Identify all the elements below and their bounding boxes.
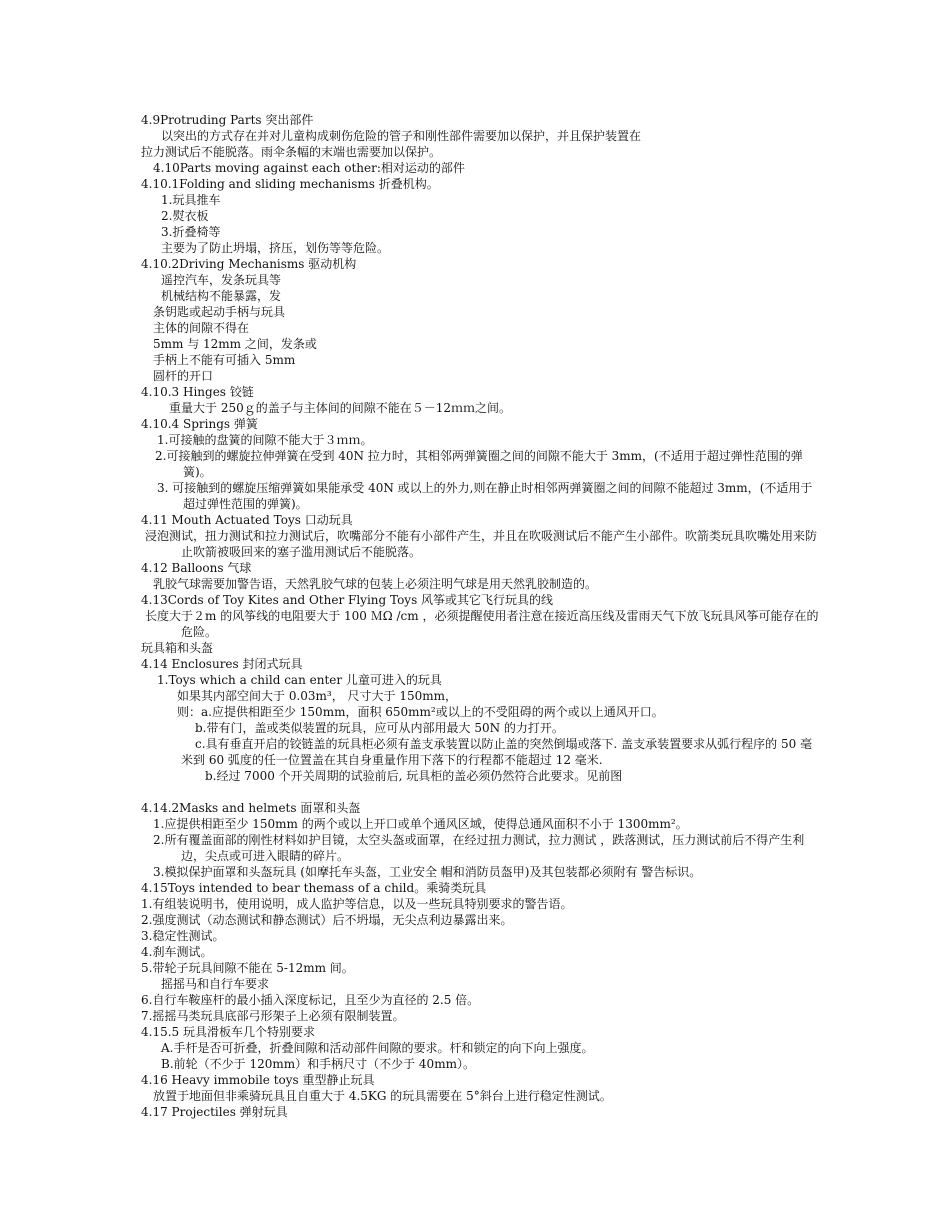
- heading-4-13: 4.13Cords of Toy Kites and Other Flying Toys 风筝或其它飞行玩具的线: [141, 593, 554, 607]
- list-item: B.前轮（不少于 120mm）和手柄尺寸（不少于 40mm）。: [161, 1057, 475, 1071]
- list-item: 则：a.应提供相距至少 150mm，面积 650mm²或以上的不受阻碍的两个或以上通风开口。: [177, 705, 664, 719]
- heading-4-10-1: 4.10.1Folding and sliding mechanisms 折叠机构。: [141, 177, 439, 191]
- heading-4-14-1: 1.Toys which a child can enter 儿童可进入的玩具: [157, 673, 442, 687]
- paragraph-line: 以突出的方式存在并对儿童构成刺伤危险的管子和刚性部件需要加以保护，并且保护装置在: [161, 129, 642, 143]
- document-page: [141, 112, 821, 1120]
- heading-4-16: 4.16 Heavy immobile toys 重型静止玩具: [141, 1073, 375, 1087]
- list-item: 1.应提供相距至少 150mm 的两个或以上开口或单个通风区域，使得总通风面积不小于 1300mm²。: [153, 817, 688, 831]
- list-item: 3. 可接触到的螺旋压缩弹簧如果能承受 40N 或以上的外力,则在静止时相邻两弹簧圈之间的间隙不能超过 3mm，(不适用于超过弹性范围的弹簧)。: [157, 481, 813, 511]
- list-item: 5.带轮子玩具间隙不能在 5-12mm 间。: [141, 961, 354, 975]
- list-item: 1.可接触的盘簧的间隙不能大于３ｍｍ。: [157, 433, 373, 447]
- list-item: 3.模拟保护面罩和头盔玩具 (如摩托车头盔，工业安全 帽和消防员盔甲)及其包装都必须附有 警告标识。: [153, 865, 702, 879]
- heading-4-9: 4.9Protruding Parts 突出部件: [141, 113, 314, 127]
- paragraph-line: 主要为了防止坍塌，挤压，划伤等等危险。: [161, 241, 390, 255]
- paragraph-line: 如果其内部空间大于 0.03m³， 尺寸大于 150mm，: [177, 689, 458, 703]
- paragraph-line: 重量大于 250ｇ的盖子与主体间的间隙不能在５－12ｍｍ之间。: [169, 401, 511, 415]
- heading-4-10-4: 4.10.4 Springs 弹簧: [141, 417, 258, 431]
- list-item: 2.强度测试（动态测试和静态测试）后不坍塌，无尖点利边暴露出来。: [141, 913, 513, 927]
- paragraph-line: 主体的间隙不得在: [153, 321, 250, 335]
- list-item: 2.可接触到的螺旋拉伸弹簧在受到 40N 拉力时，其相邻两弹簧圈之间的间隙不能大于 3mm，(不适用于超过弹性范围的弹簧)。: [155, 449, 803, 479]
- paragraph-line: 拉力测试后不能脱落。雨伞条幅的末端也需要加以保护。: [141, 145, 442, 159]
- list-item: c.具有垂直开启的铰链盖的玩具柜必须有盖支承装置以防止盖的突然倒塌或落下. 盖支承装置要求从弧行程序的 50 毫米到 60 弧度的任一位置盖在其自身重量作用下落下的行程都不能超过 12 毫米.: [181, 737, 813, 767]
- list-item: b.经过 7000 个开关周期的试验前后, 玩具柜的盖必须仍然符合此要求。见前图: [205, 769, 623, 783]
- heading-4-17: 4.17 Projectiles 弹射玩具: [141, 1105, 288, 1119]
- paragraph: 浸泡测试，扭力测试和拉力测试后，吹嘴部分不能有小部件产生，并且在吹吸测试后不能产生小部件。吹箭类玩具吹嘴处用来防止吹箭被吸回来的塞子滥用测试后不能脱落。: [145, 529, 818, 559]
- subheading: 玩具箱和头盔: [141, 641, 214, 655]
- list-item: 2.熨衣板: [161, 209, 209, 223]
- paragraph-line: 圆杆的开口: [153, 369, 214, 383]
- list-item: 6.自行车鞍座杆的最小插入深度标记，且至少为直径的 2.5 倍。: [141, 993, 480, 1007]
- list-item: 1.有组装说明书，使用说明，成人监护等信息，以及一些玩具特别要求的警告语。: [141, 897, 573, 911]
- subheading: 摇摇马和自行车要求: [161, 977, 270, 991]
- paragraph-line: 乳胶气球需要加警告语，天然乳胶气球的包装上必须注明气球是用天然乳胶制造的。: [153, 577, 598, 591]
- paragraph-line: 放置于地面但非乘骑玩具且自重大于 4.5KG 的玩具需要在 5°斜台上进行稳定性测试。: [153, 1089, 612, 1103]
- paragraph-line: 遥控汽车，发条玩具等: [161, 273, 282, 287]
- heading-4-14-2: 4.14.2Masks and helmets 面罩和头盔: [141, 801, 361, 815]
- paragraph-line: 手柄上不能有可插入 5mm: [153, 353, 296, 367]
- paragraph-line: 机械结构不能暴露，发: [161, 289, 282, 303]
- heading-4-15-5: 4.15.5 玩具滑板车几个特别要求: [141, 1025, 315, 1039]
- list-item: 2.所有覆盖面部的刚性材料如护目镜，太空头盔或面罩，在经过扭力测试，拉力测试 ，跌落测试，压力测试前后不得产生利边，尖点或可进入眼睛的碎片。: [153, 833, 805, 863]
- heading-4-10: 4.10Parts moving against each other:相对运动的部件: [153, 161, 465, 175]
- list-item: A.手杆是否可折叠，折叠间隙和活动部件间隙的要求。杆和锁定的向下向上强度。: [161, 1041, 594, 1055]
- list-item: b.带有门，盖或类似装置的玩具，应可从内部用最大 50N 的力打开。: [195, 721, 564, 735]
- paragraph-line: 5mm 与 12mm 之间，发条或: [153, 337, 317, 351]
- heading-4-10-2: 4.10.2Driving Mechanisms 驱动机构: [141, 257, 357, 271]
- paragraph: 长度大于２m 的风筝线的电阻要大于 100 ＭΩ /cm ，必须提醒使用者注意在接近高压线及雷雨天气下放飞玩具风筝可能存在的危险。: [145, 609, 819, 639]
- heading-4-11: 4.11 Mouth Actuated Toys 口动玩具: [141, 513, 353, 527]
- list-item: 7.摇摇马类玩具底部弓形架子上必须有限制装置。: [141, 1009, 405, 1023]
- paragraph-line: 条钥匙或起动手柄与玩具: [153, 305, 286, 319]
- heading-4-10-3: 4.10.3 Hinges 铰链: [141, 385, 254, 399]
- spacer: [141, 784, 821, 800]
- heading-4-12: 4.12 Balloons 气球: [141, 561, 252, 575]
- list-item: 4.刹车测试。: [141, 945, 213, 959]
- list-item: 1.玩具推车: [161, 193, 221, 207]
- list-item: 3.稳定性测试。: [141, 929, 225, 943]
- list-item: 3.折叠椅等: [161, 225, 221, 239]
- heading-4-14: 4.14 Enclosures 封闭式玩具: [141, 657, 303, 671]
- heading-4-15: 4.15Toys intended to bear themass of a child。乘骑类玩具: [141, 881, 487, 895]
